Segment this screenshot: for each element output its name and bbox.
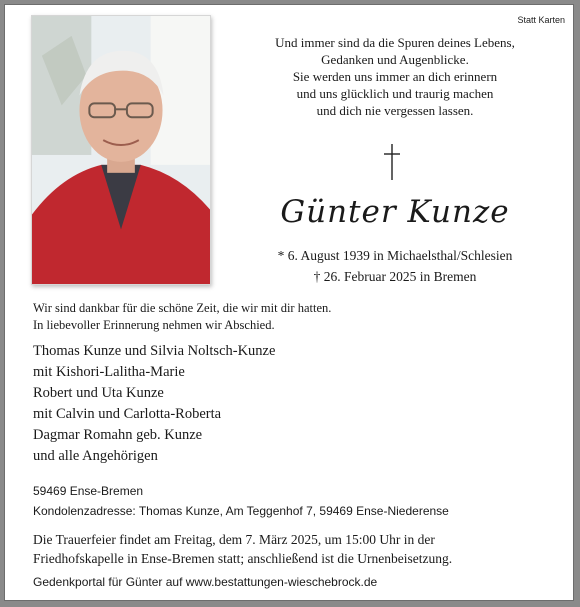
condolence-address: Kondolenzadresse: Thomas Kunze, Am Teggenhof 7, 59469 Ense-Niederense (33, 504, 449, 518)
poem-line: und uns glücklich und traurig machen (296, 86, 494, 101)
thanks-text (33, 300, 331, 334)
service-line: Die Trauerfeier findet am Freitag, dem 7. März 2025, um 15:00 Uhr in der (33, 532, 435, 547)
family-line: mit Kishori-Lalitha-Marie (33, 364, 185, 380)
postal-address: 59469 Ense-Bremen (33, 484, 144, 498)
life-dates (225, 245, 565, 287)
address-block (33, 481, 449, 521)
poem-line: und dich nie vergessen lassen. (316, 103, 474, 118)
family-line: Robert und Uta Kunze (33, 385, 164, 401)
portrait-photo (31, 15, 211, 285)
deceased-name: Günter Kunze (280, 194, 510, 230)
obituary-card (4, 4, 574, 601)
family-line: Thomas Kunze und Silvia Noltsch-Kunze (33, 343, 276, 359)
death-date: † 26. Februar 2025 in Bremen (313, 269, 477, 284)
birth-date: * 6. August 1939 in Michaelsthal/Schlesien (277, 248, 513, 263)
thanks-line: Wir sind dankbar für die schöne Zeit, die wir mit dir hatten. (33, 301, 332, 315)
family-line: Dagmar Romahn geb. Kunze (33, 427, 203, 443)
service-info (33, 530, 452, 568)
poem-line: Gedanken und Augenblicke. (321, 52, 469, 67)
poem-line: Sie werden uns immer an dich erinnern (292, 69, 498, 84)
poem-line: Und immer sind da die Spuren deines Lebens, (275, 35, 515, 50)
family-line: mit Calvin und Carlotta-Roberta (33, 406, 222, 422)
thanks-line: In liebevoller Erinnerung nehmen wir Abschied. (33, 318, 275, 332)
memorial-portal: Gedenkportal für Günter auf www.bestattungen-wieschebrock.de (33, 575, 378, 589)
family-list (33, 341, 275, 467)
service-line: Friedhofskapelle in Ense-Bremen statt; anschließend ist die Urnenbeisetzung. (33, 551, 453, 566)
family-line: und alle Angehörigen (33, 448, 158, 464)
cross-icon (382, 142, 402, 182)
poem (225, 34, 565, 119)
corner-note: Statt Karten (517, 15, 565, 25)
